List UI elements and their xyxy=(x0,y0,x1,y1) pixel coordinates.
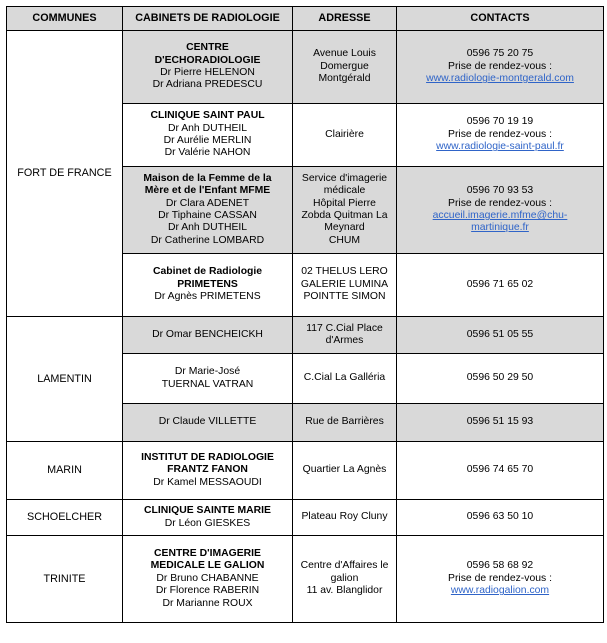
contact-cell xyxy=(397,254,604,317)
contact-cell xyxy=(397,536,604,623)
doctor-name: Dr Adriana PREDESCU xyxy=(152,79,263,91)
address-cell xyxy=(293,536,397,623)
commune-cell: FORT DE FRANCE xyxy=(7,31,123,317)
cabinet-cell xyxy=(123,536,293,623)
website-link[interactable]: www.radiogalion.com xyxy=(450,585,550,597)
website-link[interactable]: www.radiologie-saint-paul.fr xyxy=(436,141,564,153)
address-line: Centre d'Affaires le xyxy=(300,560,389,572)
doctor-name: Dr Claude VILLETTE xyxy=(158,416,257,428)
doctor-name: Dr Agnès PRIMETENS xyxy=(154,291,261,303)
address-line: Quartier La Agnès xyxy=(302,464,387,476)
phone-number: 0596 71 65 02 xyxy=(466,278,534,290)
doctor-name: Dr Marie-José xyxy=(174,366,241,378)
appointment-label: Prise de rendez-vous : xyxy=(448,197,552,209)
doctor-name: Dr Omar BENCHEICKH xyxy=(152,328,263,340)
doctor-name: Dr Aurélie MERLIN xyxy=(163,135,252,146)
address-line: 117 C.Cial Place xyxy=(306,322,383,334)
table-row xyxy=(7,31,604,104)
address-line: GALERIE LUMINA xyxy=(300,278,389,290)
cabinet-name: FRANTZ FANON xyxy=(167,464,248,476)
address-line: 11 av. Blanglidor xyxy=(306,585,383,597)
address-line: 02 THELUS LERO xyxy=(301,266,388,278)
table-body xyxy=(7,31,604,623)
doctor-name: Dr Catherine LOMBARD xyxy=(150,234,265,246)
website-link[interactable]: www.radiologie-montgerald.com xyxy=(426,73,574,85)
doctor-name: Dr Valérie NAHON xyxy=(164,147,251,159)
address-line: C.Cial La Galléria xyxy=(303,372,386,384)
contact-cell xyxy=(397,354,604,404)
cabinet-cell xyxy=(123,254,293,317)
address-line: Plateau Roy Cluny xyxy=(301,511,388,523)
doctor-name: Dr Anh DUTHEIL xyxy=(167,122,248,134)
contact-cell xyxy=(397,442,604,500)
doctor-name: Dr Bruno CHABANNE xyxy=(156,572,259,584)
phone-number: 0596 75 20 75 xyxy=(466,48,534,60)
address-line: médicale xyxy=(323,185,366,197)
address-cell xyxy=(293,354,397,404)
website-link[interactable]: accueil.imagerie.mfme@chu- martinique.fr xyxy=(432,210,568,234)
address-line: Avenue Louis xyxy=(313,48,376,60)
doctor-name: Dr Anh DUTHEIL xyxy=(167,222,248,234)
doctor-name: Dr Léon GIESKES xyxy=(164,517,251,529)
phone-number: 0596 74 65 70 xyxy=(466,464,534,476)
commune-cell: SCHOELCHER xyxy=(7,500,123,536)
cabinet-name: Mère et de l'Enfant MFME xyxy=(144,185,271,197)
doctor-name: TUERNAL VATRAN xyxy=(161,378,254,390)
cabinet-cell xyxy=(123,104,293,167)
cabinet-cell xyxy=(123,404,293,442)
address-cell xyxy=(293,167,397,254)
contact-cell xyxy=(397,31,604,104)
appointment-label: Prise de rendez-vous : xyxy=(448,572,552,584)
radiology-table xyxy=(6,6,604,623)
contact-cell xyxy=(397,104,604,167)
doctor-name: Dr Clara ADENET xyxy=(165,197,250,209)
doctor-name: Dr Pierre HELENON xyxy=(160,67,255,78)
address-line: galion xyxy=(330,572,359,584)
header-adresse: ADRESSE xyxy=(293,7,397,31)
commune-cell: TRINITE xyxy=(7,536,123,623)
address-line: Clairière xyxy=(325,128,364,140)
doctor-name: Dr Kamel MESSAOUDI xyxy=(153,476,262,488)
address-line: Rue de Barrières xyxy=(305,416,384,428)
address-cell xyxy=(293,404,397,442)
address-line: Montgérald xyxy=(318,73,371,85)
table-row xyxy=(7,442,604,500)
address-cell xyxy=(293,317,397,354)
address-cell xyxy=(293,104,397,167)
address-line: Domergue xyxy=(320,60,369,72)
phone-number: 0596 51 15 93 xyxy=(466,416,534,428)
doctor-name: Dr Marianne ROUX xyxy=(162,597,253,609)
cabinet-name: Cabinet de Radiologie xyxy=(152,266,263,278)
cabinet-name: CLINIQUE SAINTE MARIE xyxy=(143,505,271,517)
cabinet-name: CENTRE xyxy=(186,42,229,54)
phone-number: 0596 70 19 19 xyxy=(466,116,534,128)
address-cell xyxy=(293,442,397,500)
address-line: d'Armes xyxy=(325,335,364,346)
doctor-name: Dr Florence RABERIN xyxy=(155,585,260,597)
address-cell xyxy=(293,254,397,317)
cabinet-cell xyxy=(123,354,293,404)
contact-cell xyxy=(397,500,604,536)
phone-number: 0596 50 29 50 xyxy=(466,372,534,384)
table-row xyxy=(7,500,604,536)
cabinet-cell xyxy=(123,317,293,354)
cabinet-name: D'ECHORADIOLOGIE xyxy=(154,54,261,66)
contact-cell xyxy=(397,317,604,354)
address-line: Meynard xyxy=(324,222,365,234)
contact-cell xyxy=(397,404,604,442)
address-line: Service d'imagerie xyxy=(301,172,388,184)
phone-number: 0596 70 93 53 xyxy=(466,185,534,197)
address-line: Zobda Quitman La xyxy=(301,210,388,221)
header-cabinets: CABINETS DE RADIOLOGIE xyxy=(123,7,293,31)
address-cell xyxy=(293,500,397,536)
header-communes: COMMUNES xyxy=(7,7,123,31)
phone-number: 0596 58 68 92 xyxy=(466,560,534,572)
address-line: Hôpital Pierre xyxy=(313,197,376,209)
cabinet-cell xyxy=(123,500,293,536)
table-row xyxy=(7,317,604,354)
doctor-name: Dr Tiphaine CASSAN xyxy=(158,210,257,221)
cabinet-name: INSTITUT DE RADIOLOGIE xyxy=(141,451,274,463)
cabinet-name: CENTRE D'IMAGERIE xyxy=(154,547,261,559)
commune-cell: MARIN xyxy=(7,442,123,500)
commune-cell: LAMENTIN xyxy=(7,317,123,442)
cabinet-cell xyxy=(123,31,293,104)
header-row xyxy=(7,7,604,31)
cabinet-name: MEDICALE LE GALION xyxy=(150,560,265,572)
cabinet-cell xyxy=(123,442,293,500)
address-cell xyxy=(293,31,397,104)
address-line: POINTTE SIMON xyxy=(303,291,386,303)
table-row xyxy=(7,536,604,623)
phone-number: 0596 51 05 55 xyxy=(466,328,534,340)
cabinet-name: CLINIQUE SAINT PAUL xyxy=(150,110,265,122)
appointment-label: Prise de rendez-vous : xyxy=(448,60,552,72)
appointment-label: Prise de rendez-vous : xyxy=(448,128,552,140)
phone-number: 0596 63 50 10 xyxy=(466,511,534,523)
contact-cell xyxy=(397,167,604,254)
cabinet-name: Maison de la Femme de la xyxy=(143,172,272,184)
cabinet-cell xyxy=(123,167,293,254)
header-contacts: CONTACTS xyxy=(397,7,604,31)
address-line: CHUM xyxy=(328,234,361,246)
cabinet-name: PRIMETENS xyxy=(177,278,238,290)
